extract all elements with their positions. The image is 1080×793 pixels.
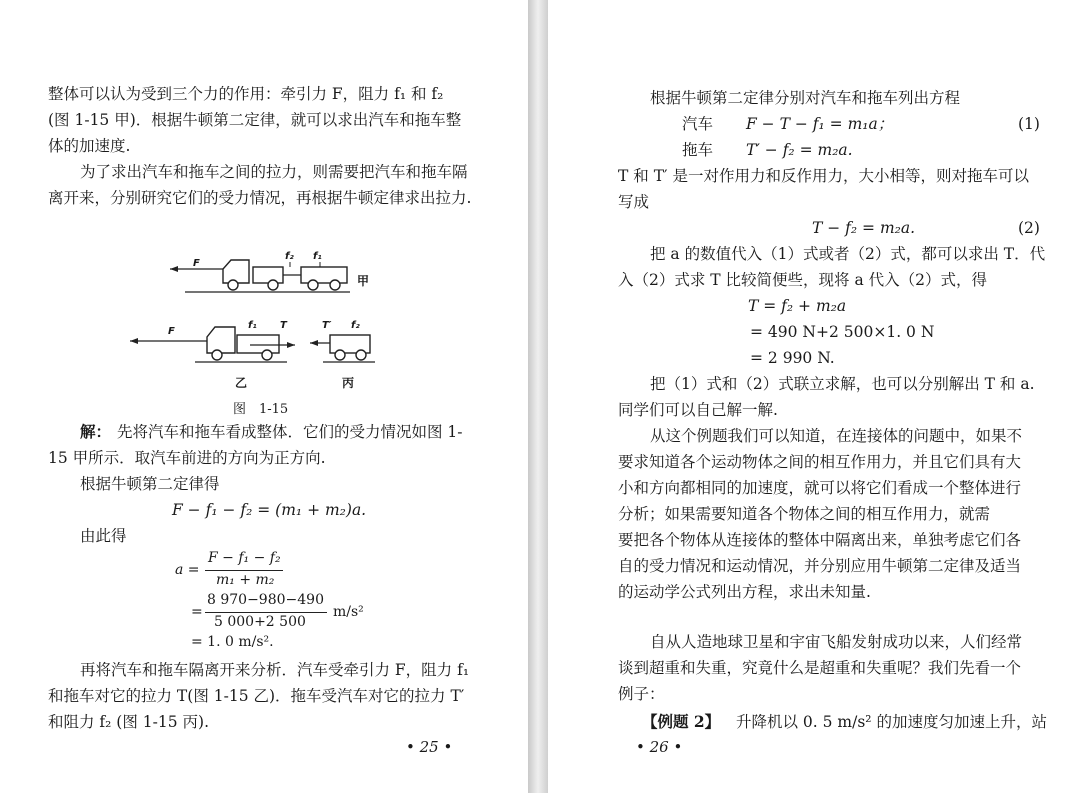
text-line: 和阻力 f₂ (图 1-15 丙). — [48, 713, 210, 731]
label-yi: 乙 — [235, 376, 248, 390]
left-page — [0, 0, 528, 793]
text-line: 小和方向都相同的加速度，就可以将它们看成一个整体进行 — [618, 479, 1022, 497]
text-line: 根据牛顿第二定律得 — [80, 475, 220, 493]
fraction-bar — [205, 612, 327, 613]
example-tag: 【例题 2】 — [642, 712, 721, 731]
fraction-denominator: 5 000+2 500 — [214, 614, 306, 630]
equation-tag: (2) — [1018, 219, 1040, 237]
equation-label: 汽车 — [682, 115, 714, 133]
equation-lhs: a = — [175, 562, 200, 578]
unit: m/s² — [333, 604, 364, 620]
car-top — [223, 260, 249, 283]
text-line: 分析；如果需要知道各个物体之间的相互作用力，就需 — [618, 505, 991, 523]
equation: F − f₁ − f₂ = (m₁ + m₂)a. — [172, 501, 367, 519]
label-bing: 丙 — [342, 376, 355, 390]
equation: = 490 N+2 500×1. 0 N — [750, 323, 935, 341]
label-T: T — [280, 320, 287, 331]
equation: T = f₂ + m₂a — [748, 297, 847, 315]
text-line: 由此得 — [80, 527, 127, 545]
text-line: 整体可以认为受到三个力的作用：牵引力 F，阻力 f₁ 和 f₂ — [48, 85, 444, 103]
result: = 1. 0 m/s². — [191, 634, 274, 650]
text-line: 体的加速度. — [48, 137, 131, 155]
equation-tag: (1) — [1018, 115, 1040, 133]
equation-label: 拖车 — [682, 141, 714, 159]
text-line: 把 a 的数值代入（1）式或者（2）式，都可以求出 T．代 — [650, 245, 1046, 263]
fraction-numerator: 8 970−980−490 — [207, 592, 324, 608]
text-line: 离开来，分别研究它们的受力情况，再根据牛顿定律求出拉力. — [48, 189, 472, 207]
text-line: 根据牛顿第二定律分别对汽车和拖车列出方程 — [650, 89, 961, 107]
text-line: 入（2）式求 T 比较简便些，现将 a 代入（2）式，得 — [618, 271, 988, 289]
text-line: 再将汽车和拖车隔离开来分析．汽车受牵引力 F，阻力 f₁ — [80, 661, 470, 679]
text-line: 升降机以 0. 5 m/s² 的加速度匀加速上升，站 — [736, 713, 1047, 731]
figure-caption: 图 1-15 — [233, 402, 289, 417]
car-bottom — [207, 327, 235, 353]
text-line: (图 1-15 甲)．根据牛顿第二定律，就可以求出汽车和拖车整 — [48, 111, 462, 129]
label-jia: 甲 — [357, 274, 370, 288]
fraction-denominator: m₁ + m₂ — [216, 572, 275, 588]
solution-head: 解： — [80, 422, 112, 441]
text-line: 从这个例题我们可以知道，在连接体的问题中，如果不 — [650, 427, 1023, 445]
right-page — [548, 0, 1080, 793]
text-line: 为了求出汽车和拖车之间的拉力，则需要把汽车和拖车隔 — [80, 163, 468, 181]
text-line: 自从人造地球卫星和宇宙飞船发射成功以来，人们经常 — [650, 633, 1023, 651]
label-f1-top: f₁ — [313, 251, 322, 262]
label-T-prime: T′ — [322, 320, 332, 331]
equation: T′ − f₂ = m₂a. — [746, 141, 853, 159]
fraction-numerator: F − f₁ − f₂ — [208, 550, 281, 566]
text-line: 同学们可以自己解一解. — [618, 401, 778, 419]
text-line: 例子： — [618, 685, 665, 703]
fraction-bar — [205, 570, 283, 571]
book-gutter — [528, 0, 548, 793]
text-line: 要求知道各个运动物体之间的相互作用力，并且它们具有大 — [618, 453, 1022, 471]
text-line: 自的受力情况和运动情况，并分别应用牛顿第二定律及适当 — [618, 557, 1022, 575]
label-f2-bottom: f₂ — [351, 320, 360, 331]
page-number: • 25 • — [406, 738, 453, 756]
text-line: 把（1）式和（2）式联立求解，也可以分别解出 T 和 a. — [650, 375, 1035, 393]
text-line: 15 甲所示．取汽车前进的方向为正方向. — [48, 449, 326, 467]
equation: F − T − f₁ = m₁a； — [746, 115, 894, 133]
text-line: 和拖车对它的拉力 T(图 1-15 乙)．拖车受汽车对它的拉力 T′ — [48, 687, 465, 705]
trailer-top — [301, 267, 347, 283]
label-f1-bottom: f₁ — [248, 320, 257, 331]
equation: T − f₂ = m₂a. — [812, 219, 916, 237]
label-f2-top: f₂ — [285, 251, 294, 262]
equals-sign: = — [191, 604, 203, 620]
text-line: 要把各个物体从连接体的整体中隔离出来，单独考虑它们各 — [618, 531, 1022, 549]
text-line: 写成 — [618, 193, 650, 211]
label-F-bottom: F — [168, 326, 175, 337]
label-F-top: F — [193, 258, 200, 269]
text-line: 先将汽车和拖车看成整体．它们的受力情况如图 1- — [117, 423, 463, 441]
text-line: 的运动学公式列出方程，求出未知量. — [618, 583, 871, 601]
text-line: T 和 T′ 是一对作用力和反作用力，大小相等，则对拖车可以 — [618, 167, 1029, 185]
text-line: 谈到超重和失重，究竟什么是超重和失重呢？我们先看一个 — [618, 659, 1022, 677]
equation: = 2 990 N. — [750, 349, 835, 367]
page-number: • 26 • — [636, 738, 683, 756]
